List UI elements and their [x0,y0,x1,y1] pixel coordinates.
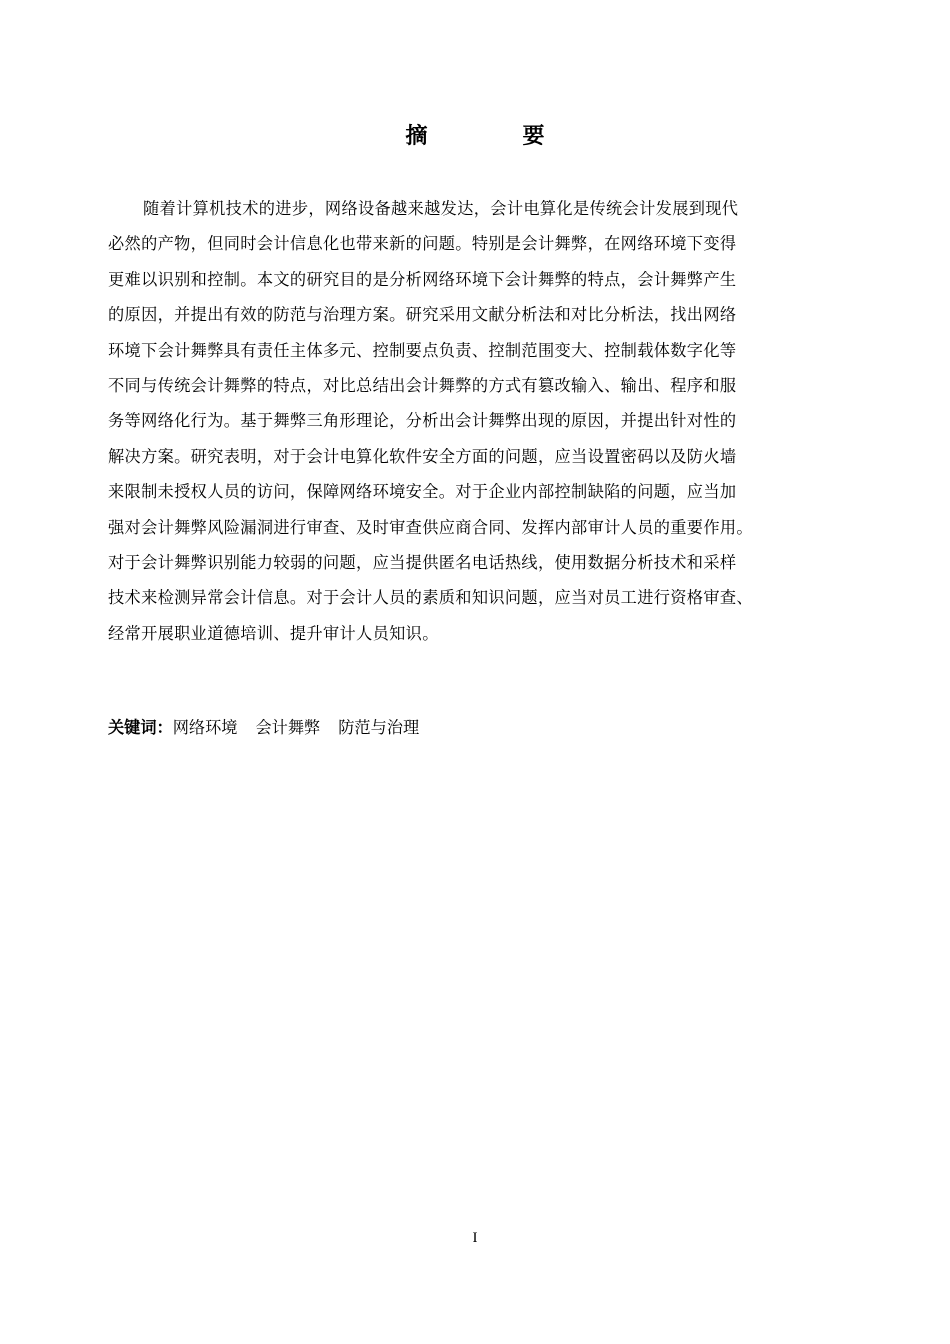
abstract-line: 必然的产物，但同时会计信息化也带来新的问题。特别是会计舞弊，在网络环境下变得 [108,234,737,254]
abstract-line: 的原因，并提出有效的防范与治理方案。研究采用文献分析法和对比分析法，找出网络 [108,305,737,325]
abstract-line: 来限制未授权人员的访问，保障网络环境安全。对于企业内部控制缺陷的问题，应当加 [108,482,737,502]
page-title: 摘要 [405,124,640,149]
abstract-line: 随着计算机技术的进步，网络设备越来越发达，会计电算化是传统会计发展到现代 [143,199,739,218]
abstract-line: 更难以识别和控制。本文的研究目的是分析网络环境下会计舞弊的特点，会计舞弊产生 [108,269,737,289]
keywords-line [108,713,437,743]
abstract-line: 解决方案。研究表明，对于会计电算化软件安全方面的问题，应当设置密码以及防火墙 [108,446,737,466]
abstract-line: 务等网络化行为。基于舞弊三角形理论，分析出会计舞弊出现的原因，并提出针对性的 [108,411,737,431]
abstract-line: 强对会计舞弊风险漏洞进行审查、及时审查供应商合同、发挥内部审计人员的重要作用。 [108,517,753,537]
abstract-body [108,191,848,651]
page-number: I [472,1230,478,1246]
abstract-line: 经常开展职业道德培训、提升审计人员知识。 [108,623,439,643]
keywords-label: 关键词： [108,718,173,737]
abstract-line: 不同与传统会计舞弊的特点，对比总结出会计舞弊的方式有篡改输入、输出、程序和服 [108,375,737,395]
keyword-item: 网络环境 [172,718,238,737]
abstract-line: 技术来检测异常会计信息。对于会计人员的素质和知识问题，应当对员工进行资格审查、 [108,588,753,608]
keyword-item: 会计舞弊 [255,718,321,737]
abstract-line: 对于会计舞弊识别能力较弱的问题，应当提供匿名电话热线，使用数据分析技术和采样 [108,552,737,572]
keyword-item: 防范与治理 [338,718,420,737]
abstract-line: 环境下会计舞弊具有责任主体多元、控制要点负责、控制范围变大、控制载体数字化等 [108,340,737,360]
